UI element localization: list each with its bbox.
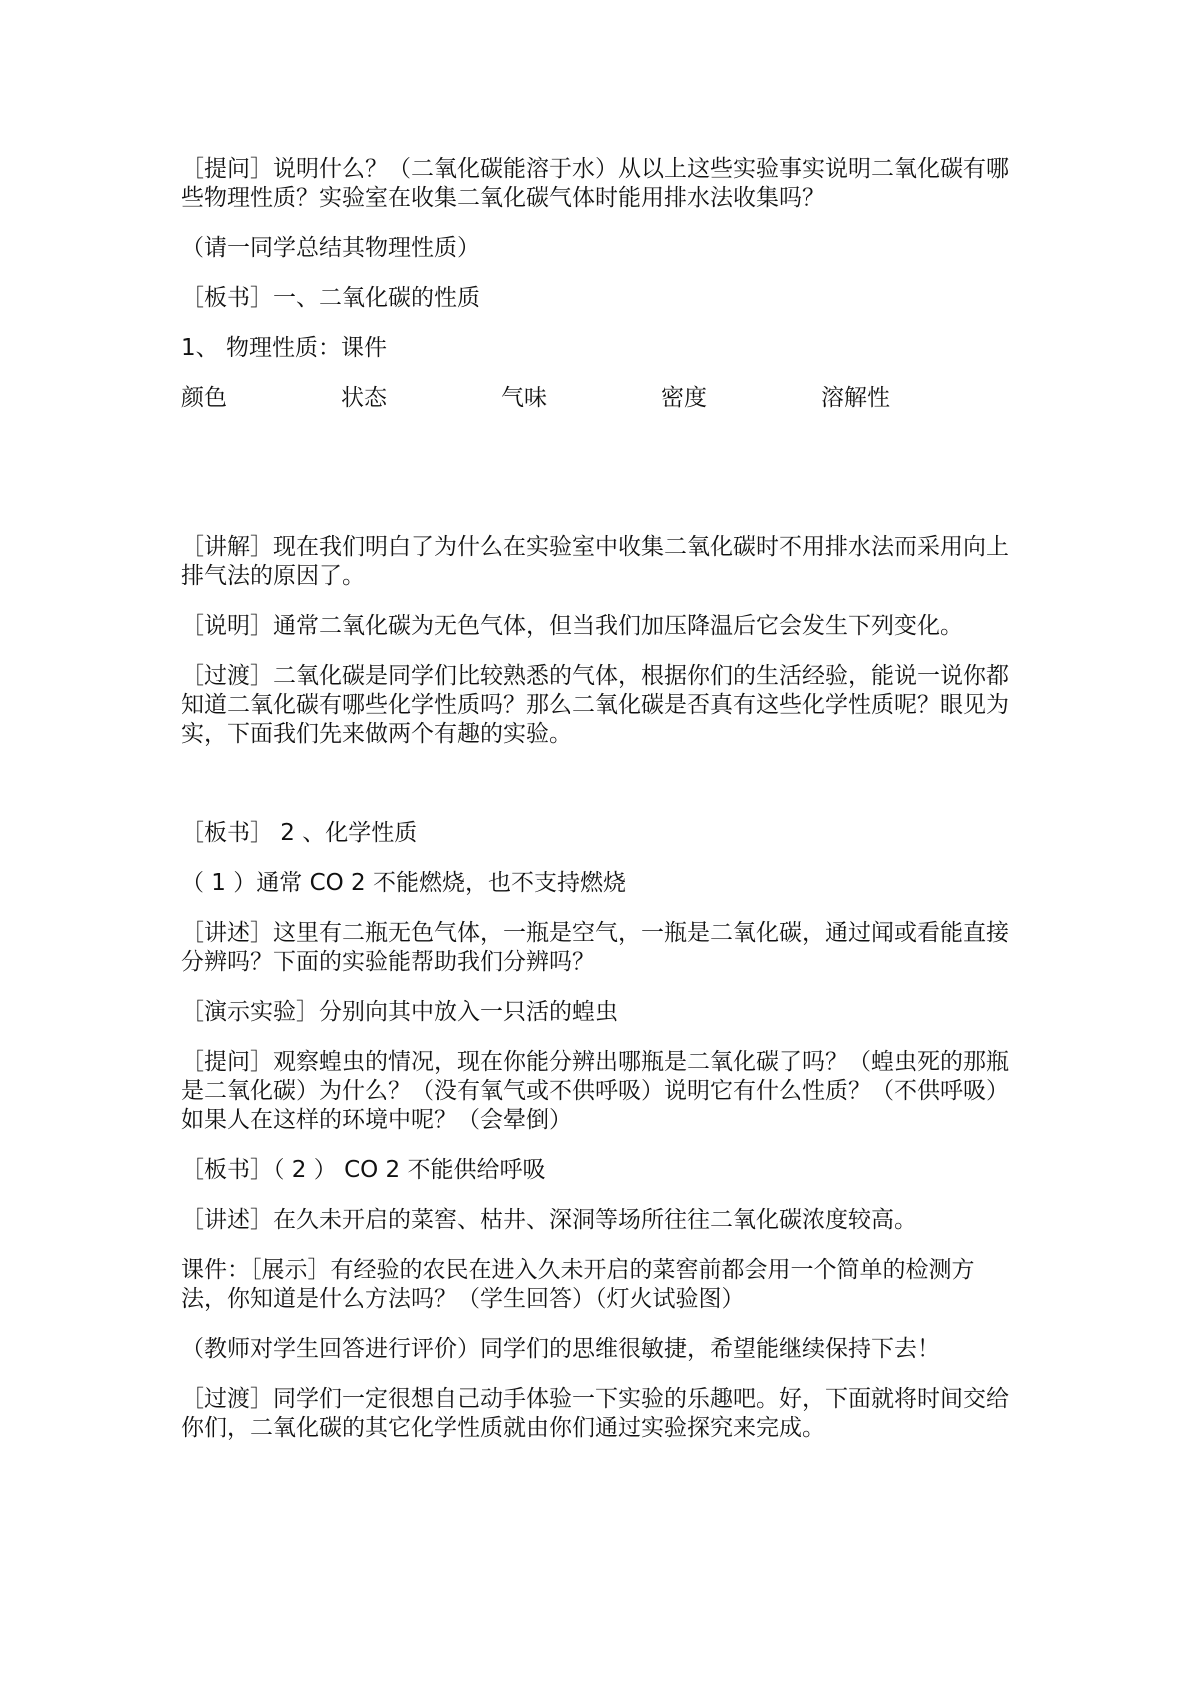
paragraph-board-3: ［板书］（ 2 ） CO 2 不能供给呼吸 xyxy=(181,1157,546,1183)
property-solubility: 溶解性 xyxy=(821,385,890,411)
paragraph-explanation-1: ［讲解］现在我们明白了为什么在实验室中收集二氧化碳时不用排水法而采用向上排气法的原因了。 xyxy=(181,534,1009,589)
paragraph-board-2: ［板书］ 2 、化学性质 xyxy=(181,820,418,846)
paragraph-narration-2: ［讲述］在久未开启的菜窖、枯井、深洞等场所往往二氧化碳浓度较高。 xyxy=(181,1207,917,1233)
property-density: 密度 xyxy=(661,385,707,411)
paragraph-physical-properties: 1、 物理性质：课件 xyxy=(181,335,387,361)
paragraph-property-1: （ 1 ）通常 CO 2 不能燃烧，也不支持燃烧 xyxy=(181,870,626,896)
paragraph-transition-1: ［过渡］二氧化碳是同学们比较熟悉的气体，根据你们的生活经验，能说一说你都知道二氧化碳有哪些化学性质吗？那么二氧化碳是否真有这些化学性质呢？眼见为实，下面我们先来做两个有趣的实验。 xyxy=(181,663,1009,747)
paragraph-note: ［说明］通常二氧化碳为无色气体，但当我们加压降温后它会发生下列变化。 xyxy=(181,613,963,639)
property-color: 颜色 xyxy=(181,385,227,411)
paragraph-summary-request: （请一同学总结其物理性质） xyxy=(181,235,480,261)
property-odor: 气味 xyxy=(501,385,547,411)
paragraph-transition-2: ［过渡］同学们一定很想自己动手体验一下实验的乐趣吧。好，下面就将时间交给你们，二氧化碳的其它化学性质就由你们通过实验探究来完成。 xyxy=(181,1386,1009,1441)
paragraph-evaluation: （教师对学生回答进行评价）同学们的思维很敏捷，希望能继续保持下去！ xyxy=(181,1336,940,1362)
paragraph-courseware: 课件：［展示］有经验的农民在进入久未开启的菜窖前都会用一个简单的检测方法，你知道是什么方法吗？（学生回答）（灯火试验图） xyxy=(181,1257,975,1312)
property-state: 状态 xyxy=(341,385,387,411)
paragraph-board-1: ［板书］一、二氧化碳的性质 xyxy=(181,285,480,311)
paragraph-question-2: ［提问］观察蝗虫的情况，现在你能分辨出哪瓶是二氧化碳了吗？（蝗虫死的那瓶是二氧化碳）为什么？（没有氧气或不供呼吸）说明它有什么性质？（不供呼吸）如果人在这样的环境中呢？（会晕倒） xyxy=(181,1049,1009,1133)
document-page xyxy=(181,155,1011,1443)
paragraph-narration-1: ［讲述］这里有二瓶无色气体，一瓶是空气，一瓶是二氧化碳，通过闻或看能直接分辨吗？下面的实验能帮助我们分辨吗？ xyxy=(181,920,1009,975)
paragraph-question-1: ［提问］说明什么？（二氧化碳能溶于水）从以上这些实验事实说明二氧化碳有哪些物理性质？实验室在收集二氧化碳气体时能用排水法收集吗？ xyxy=(181,156,1009,211)
paragraph-demo: ［演示实验］分别向其中放入一只活的蝗虫 xyxy=(181,999,618,1025)
properties-row xyxy=(181,384,1011,413)
